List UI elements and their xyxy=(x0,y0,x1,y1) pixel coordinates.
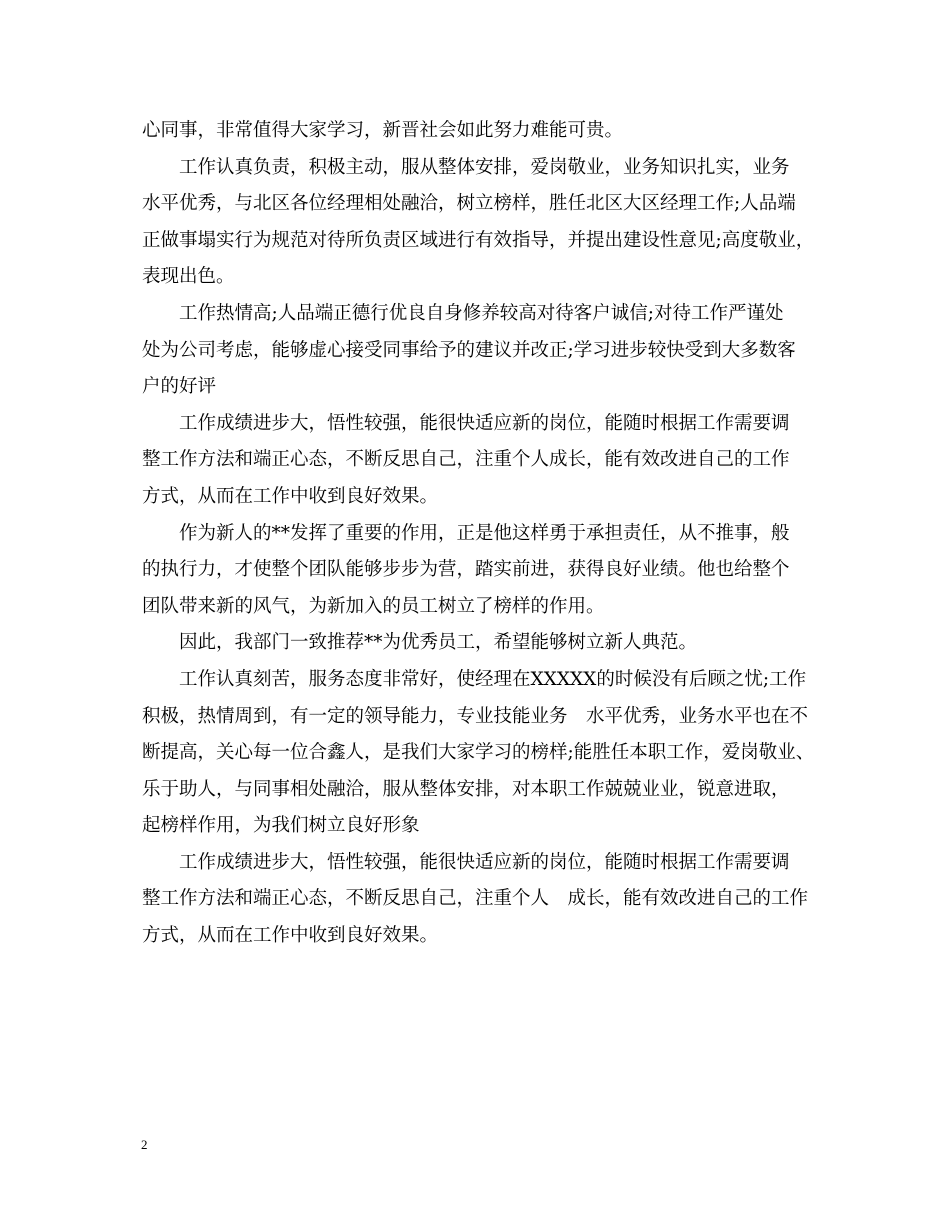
text-line: 团队带来新的风气，为新加入的员工树立了榜样的作用。 xyxy=(142,595,605,617)
text-line: 工作认真负责，积极主动，服从整体安排，爱岗敬业，业务知识扎实，业务 xyxy=(142,156,790,178)
text-line: 起榜样作用，为我们树立良好形象 xyxy=(142,815,420,837)
text-line: 工作成绩进步大，悟性较强，能很快适应新的岗位，能随时根据工作需要调 xyxy=(142,851,790,873)
text-line: 整工作方法和端正心态，不断反思自己，注重个人 成长，能有效改进自己的工作 xyxy=(142,888,809,910)
text-line: 作为新人的**发挥了重要的作用，正是他这样勇于承担责任，从不推事，般 xyxy=(142,522,790,544)
text-line: 水平优秀，与北区各位经理相处融洽，树立榜样，胜任北区大区经理工作;人品端 xyxy=(142,193,796,215)
text-line: 处为公司考虑，能够虚心接受同事给予的建议并改正;学习进步较快受到大多数客 xyxy=(142,339,796,361)
text-line: 的执行力，才使整个团队能够步步为营，踏实前进，获得良好业绩。他也给整个 xyxy=(142,559,790,581)
text-line: 积极，热情周到，有一定的领导能力，专业技能业务 水平优秀，业务水平也在不 xyxy=(142,705,809,727)
text-line: 工作热情高;人品端正德行优良自身修养较高对待客户诚信;对待工作严谨处 xyxy=(142,302,784,324)
text-line: 正做事塌实行为规范对待所负责区域进行有效指导，并提出建设性意见;高度敬业， xyxy=(142,229,815,251)
body-text xyxy=(142,113,815,955)
text-line: 工作成绩进步大，悟性较强，能很快适应新的岗位，能随时根据工作需要调 xyxy=(142,412,790,434)
text-line: 方式，从而在工作中收到良好效果。 xyxy=(142,485,439,507)
text-line: 心同事，非常值得大家学习，新晋社会如此努力难能可贵。 xyxy=(142,120,624,141)
text-line: 方式，从而在工作中收到良好效果。 xyxy=(142,925,439,947)
text-line: 户的好评 xyxy=(142,376,217,398)
text-line: 工作认真刻苦，服务态度非常好，使经理在XXXXX的时候没有后顾之忧;工作 xyxy=(142,668,807,690)
text-line: 因此，我部门一致推荐**为优秀员工，希望能够树立新人典范。 xyxy=(142,632,698,654)
text-line: 表现出色。 xyxy=(142,266,235,288)
text-line: 断提高，关心每一位合鑫人，是我们大家学习的榜样;能胜任本职工作，爱岗敬业、 xyxy=(142,742,815,764)
page-number: 2 xyxy=(141,1137,148,1152)
text-line: 乐于助人，与同事相处融洽，服从整体安排，对本职工作兢兢业业，锐意进取， xyxy=(142,778,790,800)
text-line: 整工作方法和端正心态，不断反思自己，注重个人成长，能有效改进自己的工作 xyxy=(142,449,790,471)
